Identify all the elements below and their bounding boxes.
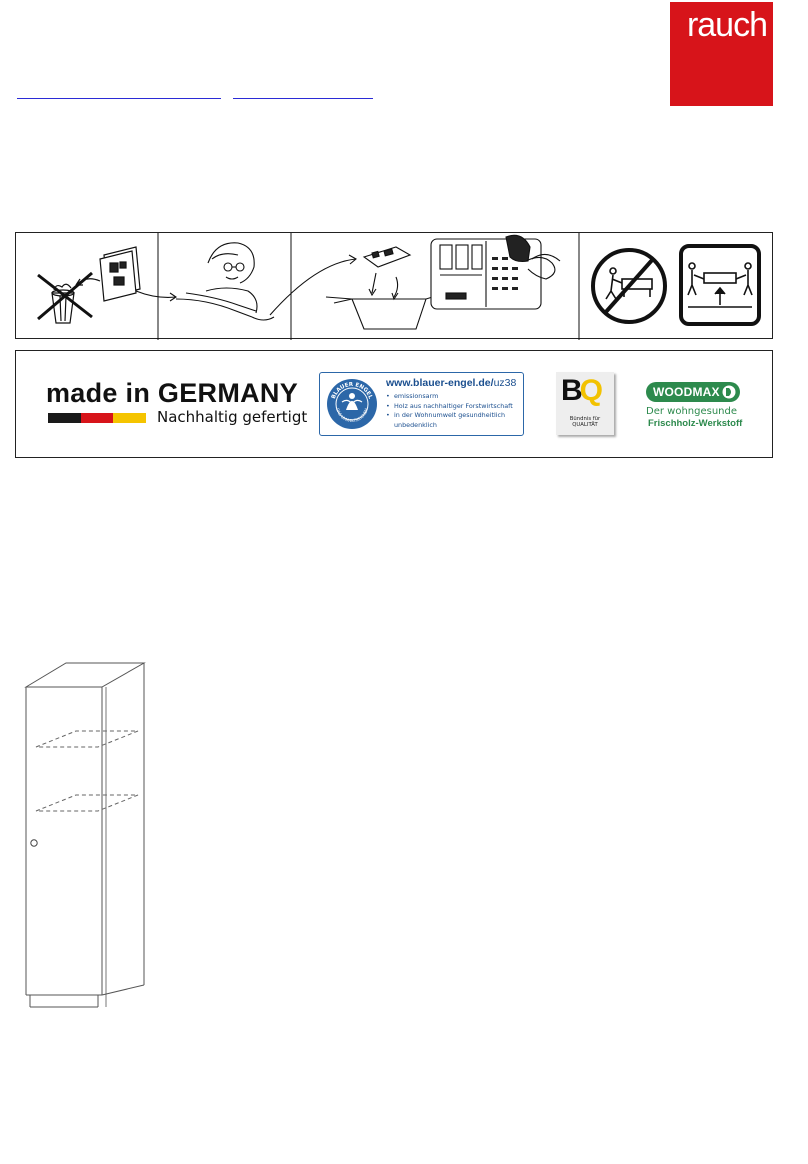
rauch-logo: [670, 2, 773, 106]
bq-subtitle: [560, 416, 610, 429]
blauer-engel-seal-icon: [326, 378, 378, 430]
assembly-instructions-strip: [15, 232, 773, 339]
woodmax-d-icon: [722, 385, 736, 399]
blauer-engel-url-domain: www.blauer-engel.de/: [386, 377, 494, 389]
seal-bottom-text: DAS UMWELTZEICHEN: [335, 407, 369, 424]
single-door-wardrobe-icon: [22, 655, 148, 1011]
discard-packaging-icon: [38, 247, 140, 323]
bq-subtitle-line1: Bündnis für: [569, 416, 601, 422]
made-in-germany-title: made in GERMANY: [46, 378, 299, 408]
header-link-line-2[interactable]: [233, 98, 373, 99]
instructions-illustrations: [16, 233, 774, 340]
bq-letter-b: B: [561, 374, 580, 407]
sort-parts-icon: [270, 235, 560, 329]
lift-furniture-icon: [593, 246, 759, 324]
woodmax-tagline-1: Der wohngesunde: [646, 406, 738, 417]
woodmax-brand: WOODMAX: [653, 385, 720, 399]
criteria-item: • emissionsarm: [386, 392, 519, 402]
woodmax-logo: [646, 382, 740, 402]
bq-quality-label: [556, 372, 614, 435]
seal-top-text: BLAUER ENGEL: [330, 381, 374, 400]
german-flag-bar: [48, 413, 146, 423]
blauer-engel-label: [319, 372, 524, 436]
header-link-line-1[interactable]: [17, 98, 221, 99]
criteria-item: • in der Wohnumwelt gesundheitlich unbedenklich: [386, 411, 519, 430]
blauer-engel-url[interactable]: [386, 377, 516, 389]
bq-letter-q: Q: [579, 374, 601, 407]
made-in-germany-subtitle: Nachhaltig gefertigt: [157, 408, 308, 426]
criteria-item: • Holz aus nachhaltiger Forstwirtschaft: [386, 402, 519, 412]
read-instructions-icon: [136, 243, 274, 320]
certifications-strip: [15, 350, 773, 458]
bq-letters: [561, 374, 600, 408]
logo-text: rauch: [686, 6, 767, 44]
woodmax-tagline-2: Frischholz-Werkstoff: [648, 418, 743, 429]
bq-subtitle-line2: QUALITÄT: [572, 422, 598, 429]
blauer-engel-criteria: [386, 392, 519, 430]
blauer-engel-url-code: uz38: [493, 377, 517, 389]
